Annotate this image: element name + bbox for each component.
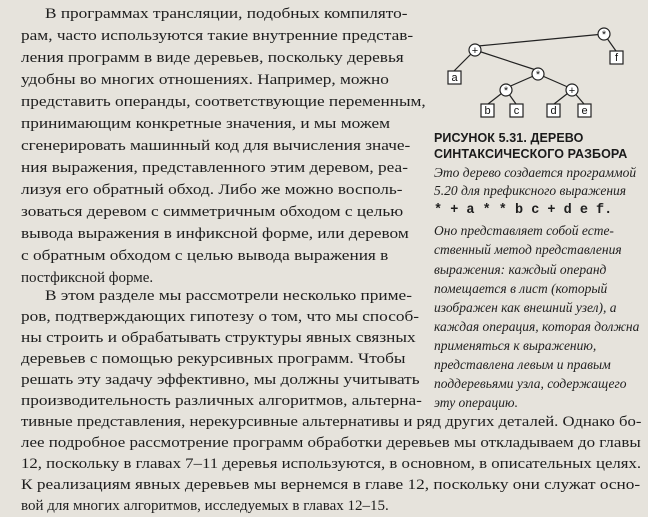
body-line: В этом разделе мы рассмотрели несколько приме- [45, 288, 412, 304]
body-line: ния выражения, представленного этим деревом, реа- [21, 160, 408, 176]
svg-text:e: e [581, 105, 588, 117]
svg-text:c: c [513, 105, 520, 117]
caption-line: ственный метод представления [434, 242, 622, 257]
figure-title-line: РИСУНОК 5.31. ДЕРЕВО [434, 131, 584, 145]
tree-edge [478, 34, 604, 46]
svg-text:+: + [568, 85, 576, 97]
caption-line: 5.20 для префиксного выражения [434, 183, 627, 198]
leaf-node [510, 104, 523, 117]
caption-line: Это дерево создается программой [434, 165, 637, 180]
caption-line: применяться к выражению, [434, 338, 597, 353]
operator-node [598, 28, 610, 41]
body-line: ны строить и обрабатывать структуры явных связных [21, 330, 416, 346]
body-line: лее подробное рассмотрение программ обработки деревьев мы откладываем до главы [21, 435, 641, 451]
svg-text:f: f [614, 52, 619, 64]
svg-text:d: d [550, 105, 557, 117]
figure-title-line: СИНТАКСИЧЕСКОГО РАЗБОРА [434, 147, 628, 161]
body-line: решать эту задачу эффективно, мы должны учитывать [21, 372, 420, 388]
body-line: лизуя его обратный обход. Либо же можно восполь- [21, 182, 403, 198]
body-line: 12, поскольку в главах 7–11 деревья используются, в основном, в описательных целях. [21, 456, 642, 472]
body-line: с обратным обходом с целью вывода выражения в [21, 248, 389, 264]
body-line: представить операнды, соответствующие переменным, [21, 94, 426, 110]
caption-line: поддеревьями узла, содержащего [434, 376, 627, 391]
leaf-node [448, 71, 461, 84]
body-line: тивные представления, нерекурсивные альтернативы и ряд других деталей. Однако бо- [21, 414, 642, 430]
caption-line: представлена левым и правым [434, 357, 611, 372]
body-line: деревьев с помощью рекурсивных программ. Чтобы [21, 351, 406, 367]
body-line: сгенерировать машинный код для вычисления значе- [21, 138, 411, 154]
parse-tree-diagram [420, 6, 644, 128]
body-line: производительность различных алгоритмов, альтерна- [21, 393, 422, 409]
operator-node [532, 68, 544, 81]
caption-code-expression: * + a * * b c + d e f. [434, 203, 613, 218]
operator-node [469, 44, 481, 57]
operator-node [566, 84, 578, 97]
parse-tree-figure [420, 6, 644, 128]
caption-line: эту операцию. [434, 395, 518, 410]
operator-node [500, 84, 512, 97]
svg-text:*: * [535, 69, 541, 81]
caption-line: помещается в лист (который [434, 281, 608, 296]
caption-line: изображен как внешний узел), а [434, 300, 617, 315]
svg-text:a: a [451, 72, 458, 84]
svg-text:b: b [484, 105, 491, 117]
leaf-node [547, 104, 560, 117]
body-line: вывода выражения в инфиксной форме, или деревом [21, 226, 409, 242]
body-line: К реализациям явных деревьев мы вернемся в главе 12, поскольку они служат осно- [21, 477, 641, 493]
svg-text:+: + [471, 45, 479, 57]
svg-text:*: * [601, 29, 607, 41]
leaf-node [481, 104, 494, 117]
caption-line: Оно представляет собой есте- [434, 223, 614, 238]
tree-edge [475, 50, 536, 70]
body-line: удобны во многих отношениях. Например, можно [21, 72, 389, 88]
body-line: вой для многих алгоритмов, исследуемых в главах 12–15. [21, 498, 389, 514]
svg-text:*: * [503, 85, 509, 97]
body-line: ления программ в виде деревьев, поскольку деревья [21, 50, 404, 66]
caption-line: выражения: каждый операнд [434, 262, 607, 277]
body-line: зоваться деревом с симметричным обходом с целью [21, 204, 404, 220]
leaf-node [578, 104, 591, 117]
body-line: В программах трансляции, подобных компилято- [45, 6, 408, 22]
figure-title [434, 130, 627, 162]
body-line: постфиксной форме. [21, 270, 154, 286]
leaf-node [610, 51, 623, 64]
body-line: принимающим конкретные значения, и мы можем [21, 116, 391, 132]
caption-line: каждая операция, которая должна [434, 319, 640, 334]
body-line: рам, часто используются такие внутренние представ- [21, 28, 414, 44]
body-line: ров, подтверждающих гипотезу о том, что мы способ- [21, 309, 420, 325]
